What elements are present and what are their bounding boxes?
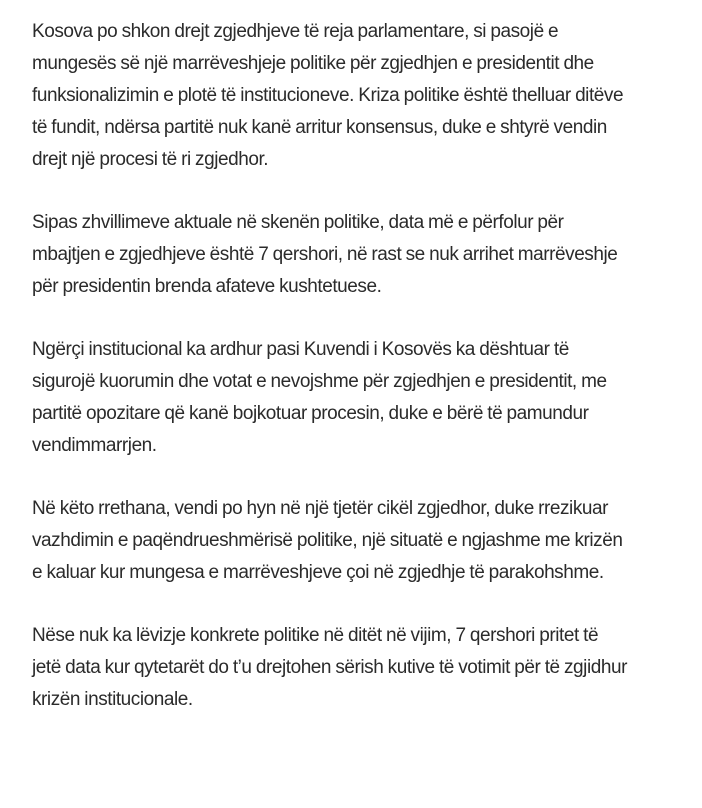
paragraph-4: Në këto rrethana, vendi po hyn në një tjetër cikël zgjedhor, duke rrezikuar vazhdimin e paqëndrueshmërisë politike, një situatë e ngjashme me krizën e kaluar kur mungesa e marrëveshjeve çoi në zgjedhje të parakohshme. xyxy=(32,498,623,583)
paragraph-3: Ngërçi institucional ka ardhur pasi Kuvendi i Kosovës ka dështuar të sigurojë kuorumin dhe votat e nevojshme për zgjedhjen e presidentit, me partitë opozitare që kanë bojkotuar procesin, duke e bërë të pamundur vendimmarrjen. xyxy=(32,339,607,456)
paragraph-1: Kosova po shkon drejt zgjedhjeve të reja parlamentare, si pasojë e mungesës së një marrëveshjeje politike për zgjedhjen e presidentit dhe funksionalizimin e plotë të institucioneve. Kriza politike është thelluar ditëve të fundit, ndërsa partitë nuk kanë arritur konsensus, duke e shtyrë vendin drejt një procesi të ri zgjedhor. xyxy=(32,21,624,170)
paragraph-2: Sipas zhvillimeve aktuale në skenën politike, data më e përfolur për mbajtjen e zgjedhjeve është 7 qershori, në rast se nuk arrihet marrëveshje për presidentin brenda afateve kushtetuese. xyxy=(32,212,618,297)
paragraph-5: Nëse nuk ka lëvizje konkrete politike në ditët në vijim, 7 qershori pritet të jetë data kur qytetarët do t’u drejtohen sërish kutive të votimit për të zgjidhur krizën institucionale. xyxy=(32,625,627,710)
